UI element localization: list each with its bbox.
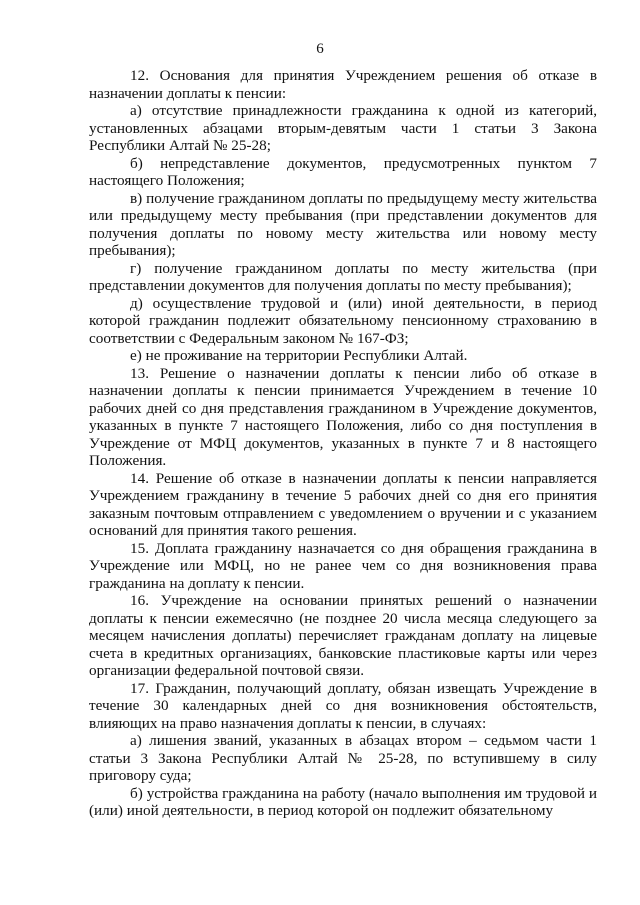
paragraph-12-v: в) получение гражданином доплаты по предыдущему месту жительства или предыдущему месту пребывания (при представлении документов для получения доплаты по новому месту жительства или новому месту пребывания); — [89, 189, 597, 259]
paragraph-17-b: б) устройства гражданина на работу (начало выполнения им трудовой и (или) иной деятельности, в период которой он подлежит обязательному — [89, 784, 597, 819]
page-number: 6 — [316, 41, 324, 57]
document-body — [89, 67, 597, 820]
paragraph-12-e: е) не проживание на территории Республики Алтай. — [130, 347, 468, 364]
paragraph-15: 15. Доплата гражданину назначается со дня обращения гражданина в Учреждение или МФЦ, но не ранее чем со дня возникновения права гражданина на доплату к пенсии. — [89, 539, 597, 592]
paragraph-12-a: а) отсутствие принадлежности гражданина к одной из категорий, установленных абзацами вторым-девятым части 1 статьи 3 Закона Республики Алтай № 25-28; — [89, 102, 597, 154]
paragraph-14: 14. Решение об отказе в назначении доплаты к пенсии направляется Учреждением гражданину в течение 5 рабочих дней со дня его принятия заказным почтовым отправлением с уведомлением о вручении и с указанием оснований для принятия такого решения. — [89, 469, 597, 539]
paragraph-16: 16. Учреждение на основании принятых решений о назначении доплаты к пенсии ежемесячно (не позднее 20 числа месяца следующего за месяцем начисления доплаты) перечисляет гражданам доплату на лицевые счета в кредитных организациях, банковские пластиковые карты или через организации федеральной почтовой связи. — [89, 592, 597, 679]
paragraph-17: 17. Гражданин, получающий доплату, обязан извещать Учреждение в течение 30 календарных дней со дня возникновения обстоятельств, влияющих на право назначения доплаты к пенсии, в случаях: — [89, 679, 597, 732]
paragraph-12-d: д) осуществление трудовой и (или) иной деятельности, в период которой гражданин подлежит обязательному пенсионному страхованию в соответствии с Федеральным законом № 167-ФЗ; — [89, 294, 597, 347]
paragraph-17-a: а) лишения званий, указанных в абзацах втором – седьмом части 1 статьи 3 Закона Республики Алтай № 25-28, по вступившему в силу приговору суда; — [89, 732, 597, 784]
paragraph-12-b: б) непредставление документов, предусмотренных пунктом 7 настоящего Положения; — [89, 154, 597, 189]
paragraph-12-g: г) получение гражданином доплаты по месту жительства (при представлении документов для получения доплаты по месту пребывания); — [89, 259, 597, 294]
paragraph-12: 12. Основания для принятия Учреждением решения об отказе в назначении доплаты к пенсии: — [89, 67, 597, 102]
paragraph-13: 13. Решение о назначении доплаты к пенсии либо об отказе в назначении доплаты к пенсии принимается Учреждением в течение 10 рабочих дней со дня представления гражданином в Учреждение документов, указанных в пункте 7 настоящего Положения, либо со дня поступления в Учреждение от МФЦ документов, указанных в пункте 7 и 8 настоящего Положения. — [89, 364, 597, 469]
